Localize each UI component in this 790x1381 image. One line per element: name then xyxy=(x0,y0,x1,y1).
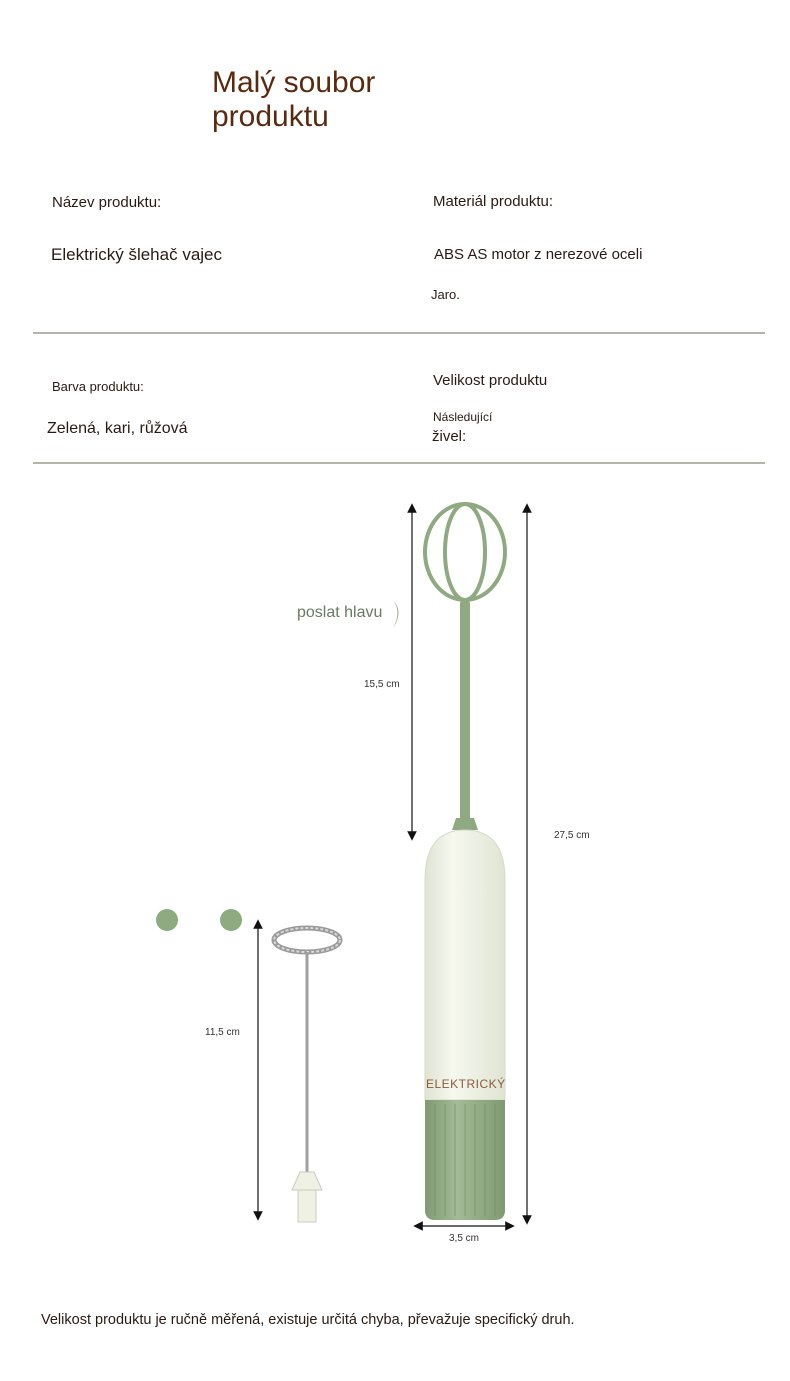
product-color-label: Barva produktu: xyxy=(52,379,144,394)
product-name-label: Název produktu: xyxy=(52,194,162,211)
product-name-value: Elektrický šlehač vajec xyxy=(51,245,223,264)
dim-total-label: 27,5 cm xyxy=(554,830,590,841)
product-material-value: ABS AS motor z nerezové oceli xyxy=(434,246,643,263)
element-label-line1: Následující xyxy=(433,410,493,424)
spring-whisk xyxy=(274,928,340,1222)
product-color-value: Zelená, kari, růžová xyxy=(47,420,188,437)
dim-head-label: 15,5 cm xyxy=(364,679,400,690)
head-label: poslat hlavu xyxy=(297,604,383,621)
dim-spring-label: 11,5 cm xyxy=(205,1027,240,1038)
product-material-label: Materiál produktu: xyxy=(433,193,554,210)
product-material-value-2: Jaro. xyxy=(431,287,460,302)
element-label-line2: živel: xyxy=(432,428,467,445)
dim-width-label: 3,5 cm xyxy=(449,1233,480,1244)
product-size-label: Velikost produktu xyxy=(433,372,548,389)
footer-note: Velikost produktu je ručně měřená, existuje určitá chyba, převažuje specifický druh. xyxy=(41,1312,575,1328)
page-title: Malý soubor produktu xyxy=(212,66,376,133)
brand-label: ELEKTRICKÝ xyxy=(426,1077,506,1091)
whisk-head xyxy=(425,504,505,600)
handle-body xyxy=(425,830,505,1100)
whisk-shaft xyxy=(460,600,470,830)
